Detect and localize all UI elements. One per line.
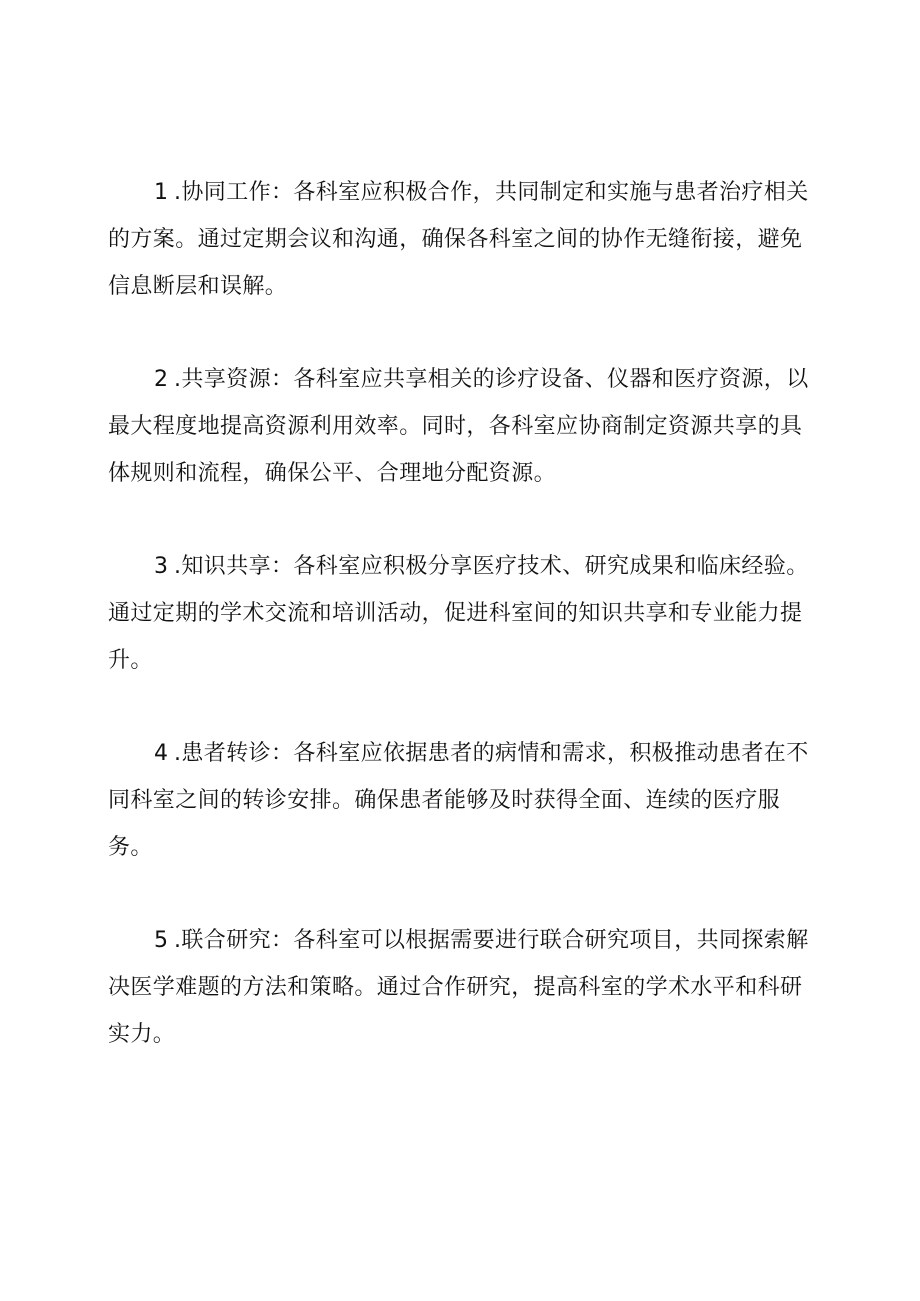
paragraph-text: 各科室应依据患者的病情和需求，积极推动患者在不同科室之间的转诊安排。确保患者能够及时获得全面、连续的医疗服务。 xyxy=(108,741,809,860)
paragraph-text: 各科室应积极分享医疗技术、研究成果和临床经验。通过定期的学术交流和培训活动，促进科室间的知识共享和专业能力提升。 xyxy=(108,554,809,673)
paragraph-number: 2 xyxy=(154,367,174,392)
paragraph-heading: .联合研究： xyxy=(174,928,294,953)
paragraph-number: 5 xyxy=(154,928,174,953)
paragraph-text: 各科室应积极合作，共同制定和实施与患者治疗相关的方案。通过定期会议和沟通，确保各科室之间的协作无缝衔接，避免信息断层和误解。 xyxy=(108,180,809,299)
paragraph-number: 1 xyxy=(154,180,174,205)
paragraph-4 xyxy=(108,730,820,871)
paragraph-heading: .共享资源： xyxy=(174,367,294,392)
paragraph-text: 各科室可以根据需要进行联合研究项目，共同探索解决医学难题的方法和策略。通过合作研究，提高科室的学术水平和科研实力。 xyxy=(108,928,809,1047)
paragraph-5 xyxy=(108,917,820,1058)
paragraph-number: 3 xyxy=(154,554,174,579)
paragraph-heading: .知识共享： xyxy=(174,554,294,579)
paragraph-text: 各科室应共享相关的诊疗设备、仪器和医疗资源，以最大程度地提高资源利用效率。同时，各科室应协商制定资源共享的具体规则和流程，确保公平、合理地分配资源。 xyxy=(108,367,809,486)
document-body xyxy=(108,169,820,1104)
paragraph-1 xyxy=(108,169,820,310)
paragraph-number: 4 xyxy=(154,741,174,766)
paragraph-heading: .协同工作： xyxy=(174,180,294,205)
paragraph-3 xyxy=(108,543,820,684)
paragraph-heading: .患者转诊： xyxy=(174,741,294,766)
paragraph-2 xyxy=(108,356,820,497)
